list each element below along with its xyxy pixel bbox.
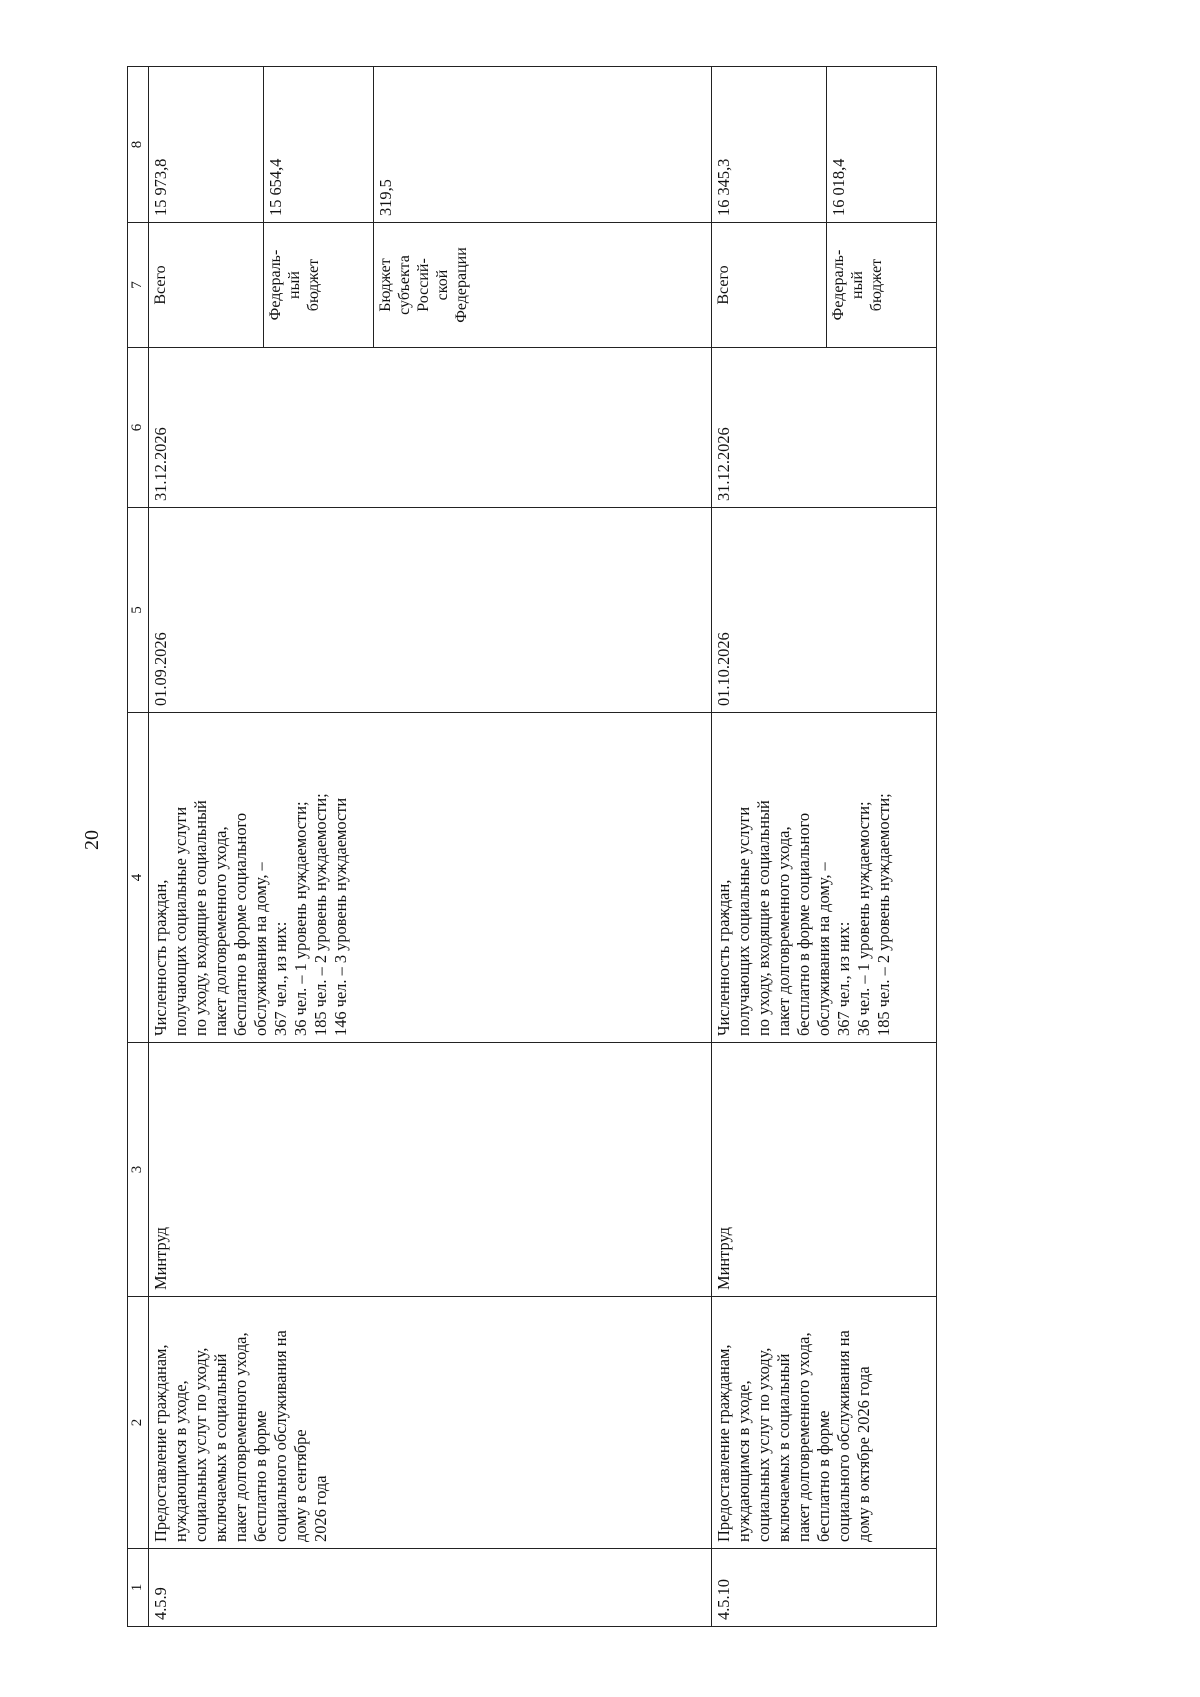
- end-date: 31.12.2026: [712, 348, 937, 508]
- header-cell: 8: [128, 67, 149, 223]
- executor: Минтруд: [712, 1043, 937, 1297]
- header-row: [128, 67, 149, 1627]
- header-cell: 4: [128, 713, 149, 1043]
- header-cell: 5: [128, 508, 149, 713]
- rotated-table-container: [127, 67, 1137, 1627]
- start-date: 01.09.2026: [149, 508, 712, 713]
- header-cell: 6: [128, 348, 149, 508]
- start-date: 01.10.2026: [712, 508, 937, 713]
- row-number: 4.5.9: [149, 1549, 712, 1627]
- funding-source: Федераль- ный бюджет: [264, 223, 374, 348]
- end-date: 31.12.2026: [149, 348, 712, 508]
- table-row: [712, 67, 827, 1627]
- measure-name: Предоставление гражданам, нуждающимся в уходе, социальных услуг по уходу, включаемых в социальный пакет долговременного ухода, бесплатно в форме социального обслуживания на дому в сентябре 2026 года: [149, 1297, 712, 1549]
- indicator: Численность граждан, получающих социальные услуги по уходу, входящие в социальный пакет долговременного ухода, бесплатно в форме социального обслуживания на дому, – 367 чел., из них: 36 чел. – 1 уровень нуждаемости; 185 чел. – 2 уровень нуждаемости; 146 чел. – 3 уровень нуждаемости: [149, 713, 712, 1043]
- indicator: Численность граждан, получающих социальные услуги по уходу, входящие в социальный пакет долговременного ухода, бесплатно в форме социального обслуживания на дому, – 367 чел., из них: 36 чел. – 1 уровень нуждаемости; 185 чел. – 2 уровень нуждаемости;: [712, 713, 937, 1043]
- funding-amount: 16 018,4: [827, 67, 937, 223]
- funding-source: Всего: [149, 223, 264, 348]
- table-row: [149, 67, 264, 1627]
- funding-source: Бюджет субъекта Россий- ской Федерации: [374, 223, 712, 348]
- funding-amount: 16 345,3: [712, 67, 827, 223]
- funding-amount: 319,5: [374, 67, 712, 223]
- header-cell: 3: [128, 1043, 149, 1297]
- page-number: 20: [80, 830, 103, 850]
- executor: Минтруд: [149, 1043, 712, 1297]
- header-cell: 1: [128, 1549, 149, 1627]
- measures-table: [127, 66, 937, 1627]
- funding-source: Всего: [712, 223, 827, 348]
- funding-amount: 15 973,8: [149, 67, 264, 223]
- measure-name: Предоставление гражданам, нуждающимся в уходе, социальных услуг по уходу, включаемых в социальный пакет долговременного ухода, бесплатно в форме социального обслуживания на дому в октябре 2026 года: [712, 1297, 937, 1549]
- row-number: 4.5.10: [712, 1549, 937, 1627]
- funding-amount: 15 654,4: [264, 67, 374, 223]
- header-cell: 2: [128, 1297, 149, 1549]
- header-cell: 7: [128, 223, 149, 348]
- funding-source: Федераль- ный бюджет: [827, 223, 937, 348]
